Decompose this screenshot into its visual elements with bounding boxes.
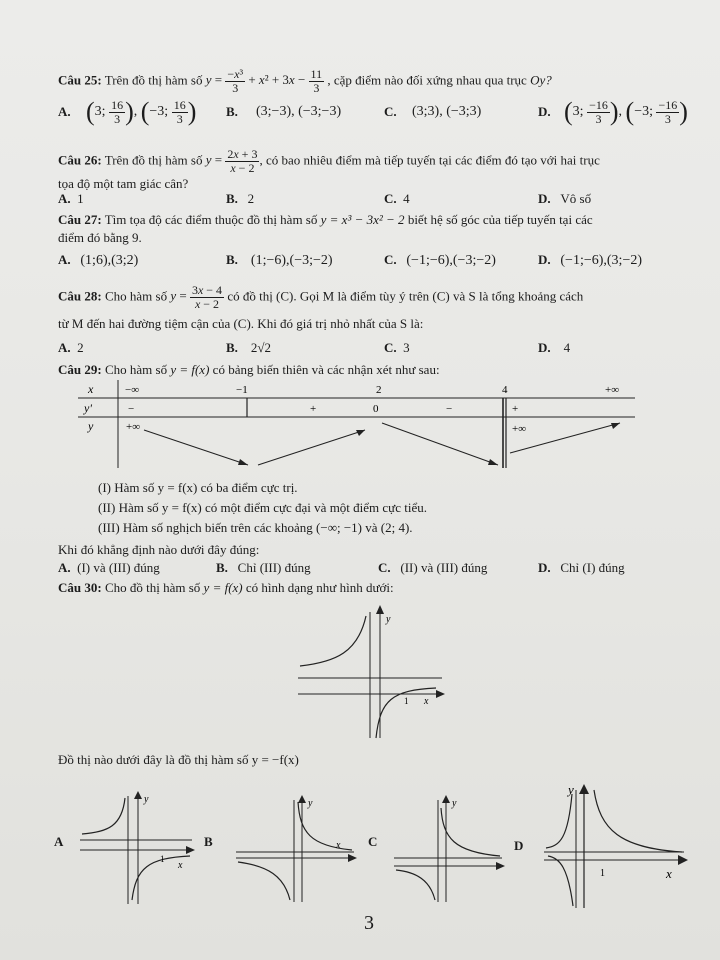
q25-option-b[interactable]: B. [226,104,238,119]
q27-option-c[interactable]: C. (−1;−6),(−3;−2) [384,252,496,268]
sign-value: + [512,403,519,415]
question-label: Câu 25: [58,72,102,88]
q25-option-d[interactable]: D. [538,104,551,119]
svg-text:y: y [568,782,574,797]
q29-option-d[interactable]: D. Chỉ (I) đúng [538,560,625,575]
svg-text:1: 1 [404,696,409,706]
q28-option-d[interactable]: D. 4 [538,340,571,355]
question-29: Câu 29: Cho hàm số y = f(x) có bảng biến thiên và các nhận xét như sau: [58,362,440,377]
x-value: 4 [502,384,508,396]
function-formula: y = x³ − 3x² − 2 [320,212,405,227]
q25-option-a[interactable]: A. [58,104,71,119]
row-label-yprime: y' [84,401,92,415]
main-graph [296,602,446,740]
row-label-x: x [88,382,94,396]
choice-b-graph[interactable] [232,792,358,904]
row-label-y: y [88,419,94,433]
choice-c-graph[interactable] [390,792,506,904]
svg-text:1: 1 [160,854,165,864]
variation-arrow [144,430,248,465]
question-26: Câu 26: Trên đồ thị hàm số y = $\frac{2x + 3}{x - 2}$ , có bao nhiêu điểm mà tiếp tuyến tại các điểm đó tạo với hai trục [58,147,600,175]
sign-value: 0 [373,403,379,415]
question-27: Câu 27: Tìm tọa độ các điểm thuộc đồ thị hàm số y = x³ − 3x² − 2 biết hệ số góc của tiếp tuyến tại các [58,212,593,227]
curve [298,802,352,850]
curve [594,790,682,852]
question-28: Câu 28: Cho hàm số y = $\frac{3x - 4}{x - 2}$ có đồ thị (C). Gọi M là điểm tùy ý trên (C) và S là tổng khoảng cách [58,283,584,311]
x-axis-arrow [436,690,445,698]
choice-c-label[interactable]: C [368,834,378,849]
question-30: Câu 30: Cho đồ thị hàm số y = f(x) có hình dạng như hình dưới: [58,580,394,595]
q25-option-c[interactable]: C. [384,104,397,119]
q29-option-b[interactable]: B. Chỉ (III) đúng [216,560,311,575]
choice-b-label[interactable]: B [204,834,213,849]
question-25 [58,68,552,95]
statement-1: (I) Hàm số y = f(x) có ba điểm cực trị. [98,480,298,495]
curve [441,808,500,856]
arrow-head [488,459,498,465]
svg-text:1: 1 [600,868,605,879]
choice-a-label[interactable]: A [54,834,64,849]
axis-name: Oy? [530,72,552,88]
question-prompt: Khi đó khẳng định nào dưới đây đúng: [58,542,260,557]
curve [396,870,435,900]
x-value: −∞ [125,384,140,396]
svg-text:x: x [666,866,672,881]
svg-text:x: x [336,840,341,851]
q26-option-b[interactable]: B. 2 [226,191,255,206]
svg-text:y: y [144,794,149,805]
statement-3: (III) Hàm số nghịch biến trên các khoảng (−∞; −1) và (2; 4). [98,520,413,535]
function-formula: y = f(x) [203,580,243,595]
question-text: từ M đến hai đường tiệm cận của (C). Khi đó giá trị nhỏ nhất của S là: [58,316,424,331]
q26-option-d[interactable]: D. Vô số [538,191,592,206]
q25-option-b-text: (3;−3), (−3;−3) [256,104,342,119]
function-formula: y = f(x) [170,362,210,377]
function-formula: y = $\frac{2x + 3}{x - 2}$ [205,147,258,175]
svg-text:y: y [308,798,313,809]
function-formula: y = $\frac{\text{−x³}}{3}$ + x² + 3x − $\frac{11}{3}$ [205,67,323,95]
svg-text:y: y [452,798,457,809]
q27-option-b[interactable]: B. (1;−6),(−3;−2) [226,252,333,268]
q25-option-d-text: (3; $\frac{-16}{3}$ ), (−3; $\frac{-16}{3}$ ) [564,97,688,126]
q29-option-c[interactable]: C. (II) và (III) đúng [378,560,488,575]
svg-text:x: x [178,860,183,871]
sign-value: − [446,403,453,415]
curve [238,862,290,900]
question-30-prompt: Đồ thị nào dưới đây là đồ thị hàm số y = −f(x) [58,752,299,767]
curve-left [300,616,366,666]
choice-d-graph[interactable] [540,780,690,910]
curve [548,856,573,906]
x-value: −1 [236,384,248,396]
choice-d-label[interactable]: D [514,838,524,853]
question-text: điểm đó bằng 9. [58,230,142,245]
x-value: +∞ [605,384,620,396]
question-text: tọa độ một tam giác cân? [58,176,189,191]
arrow-head [611,423,620,429]
page-number: 3 [364,912,374,934]
q29-option-a[interactable]: A. (I) và (III) đúng [58,560,160,575]
variation-arrow [510,423,620,453]
arrow-head [238,459,248,465]
q27-option-a[interactable]: A. (1;6),(3;2) [58,252,139,268]
q28-option-c[interactable]: C. 3 [384,340,410,355]
question-text: , cặp điểm nào đối xứng nhau qua trục [327,72,531,88]
q25-option-c-text: (3;3), (−3;3) [412,104,482,119]
function-formula: y = $\frac{3x - 4}{x - 2}$ [170,283,223,311]
sign-value: − [128,403,135,415]
q27-option-d[interactable]: D. (−1;−6),(3;−2) [538,252,643,268]
statement-2: (II) Hàm số y = f(x) có một điểm cực đại và một điểm cực tiểu. [98,500,427,515]
q28-option-a[interactable]: A. 2 [58,340,84,355]
svg-text:x: x [424,696,429,707]
x-value: 2 [376,384,382,396]
curve [82,798,125,834]
y-value: +∞ [512,423,527,435]
curve [546,794,572,848]
q26-option-a[interactable]: A. 1 [58,191,84,206]
variation-arrow [258,430,365,465]
variation-table [70,378,640,470]
svg-text:y: y [386,614,391,625]
q26-option-c[interactable]: C. 4 [384,191,410,206]
q28-option-b[interactable]: B. 2√2 [226,340,272,355]
sign-value: + [310,403,317,415]
choice-a-graph[interactable] [78,788,196,906]
q25-option-a-text: (3; $\frac{16}{3}$ ), (−3; $\frac{16}{3}$ ) [86,97,197,126]
y-value: +∞ [126,421,141,433]
variation-arrow [382,423,498,465]
y-axis-arrow [376,605,384,614]
question-text: Trên đồ thị hàm số [104,72,206,88]
